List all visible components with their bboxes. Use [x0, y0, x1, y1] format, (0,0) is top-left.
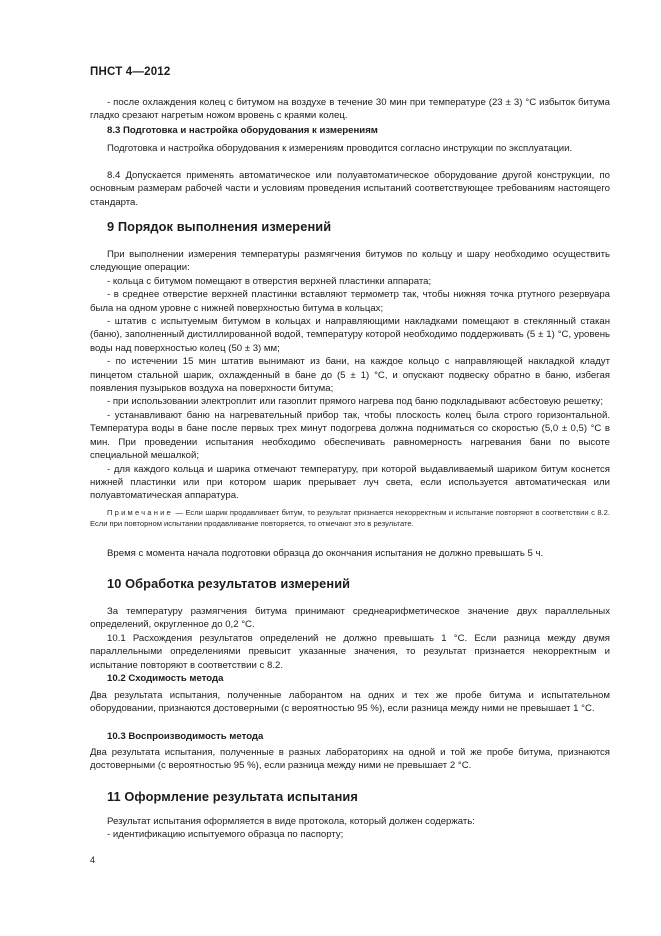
section-9-note — [90, 507, 610, 530]
cooling-step-text: - после охлаждения колец с битумом на воздухе в течение 30 мин при температуре (23 ± 3) °C избыток битума гладко срезают нагретым ножом вровень с краями колец. — [90, 97, 610, 122]
list-item: - по истечении 15 мин штатив вынимают из бани, на каждое кольцо с направляющей накладкой кладут пинцетом стальной шарик, охлажденный в бане до (5 ± 1) °C, и опускают подвеску обратно в баню, избегая появления пузырьков воздуха на поверхности битума; — [90, 356, 610, 395]
paragraph-10-3 — [90, 746, 610, 773]
paragraph-8-4-text: 8.4 Допускается применять автоматическое или полуавтоматическое оборудование другой конструкции, по основным размерам рабочей части и условиям проведения испытаний соответствующее требованиям настоящего стандарта. — [90, 170, 610, 208]
list-item: - кольца с битумом помещают в отверстия верхней пластинки аппарата; — [107, 275, 432, 287]
section-10-main-text: За температуру размягчения битума принимают среднеарифметическое значение двух параллельных определений, округленное до 0,2 °C. — [90, 606, 610, 631]
subsection-8-3-heading: 8.3 Подготовка и настройка оборудования к измерениям — [107, 125, 378, 136]
note-text: — Если шарик продавливает битум, то результат признается некорректным и испытание повторяют в соответствии с 8.2. Если при повторном испытании продавливание повторяется, то отмечают это в результате. — [90, 508, 610, 529]
page-number: 4 — [90, 855, 96, 865]
section-9-heading: 9 Порядок выполнения измерений — [107, 219, 332, 234]
section-10-heading: 10 Обработка результатов измерений — [107, 576, 351, 591]
paragraph-8-3-text: Подготовка и настройка оборудования к измерениям проводится согласно инструкции по эксплуатации. — [107, 143, 573, 154]
list-item: - штатив с испытуемым битумом в кольцах и направляющими накладками помещают в стеклянный стакан (баню), заполненный дистиллированной водой, температуру которой необходимо поддерживать (5 ± 1) °C, уровень воды над поверхностью колец (50 ± 3) мм; — [90, 316, 610, 354]
paragraph-10-3-text: Два результата испытания, полученные в разных лабораториях на одной и той же пробе битума, признаются достоверными (с вероятностью 95 %), если разница между ними не превышает 2 °C. — [90, 747, 610, 772]
list-item: - при использовании электроплит или газоплит прямого нагрева под баню подкладывают асбестовую решетку; — [107, 396, 604, 408]
list-item: - в среднее отверстие верхней пластинки вставляют термометр так, чтобы нижняя точка ртутного резервуара была на одном уровне с нижней поверхностью битума в кольцах; — [90, 289, 610, 314]
section-10-body — [90, 605, 610, 672]
paragraph-10-2-text: Два результата испытания, полученные лаборантом на одних и тех же пробе битума и испытательном оборудовании, признаются достоверными (с вероятностью 95 %), если разница между ними не превышает 1 °C. — [90, 690, 610, 715]
section-11-body — [90, 815, 610, 842]
subsection-10-2-heading: 10.2 Сходимость метода — [107, 673, 224, 684]
paragraph-8-4 — [90, 169, 610, 209]
document-header-code: ПНСТ 4—2012 — [90, 66, 171, 78]
paragraph-10-1: 10.1 Расхождения результатов определений не должно превышать 1 °C. Если разница между двумя параллельными определениями превысит указанные значения, то результат признается некорректным и испытание повторяют в соответствии с 8.2. — [90, 632, 610, 671]
section-11-heading: 11 Оформление результата испытания — [107, 789, 358, 804]
time-limit-paragraph — [90, 547, 610, 560]
subsection-10-3-heading: 10.3 Воспроизводимость метода — [107, 731, 264, 742]
section-11-intro: Результат испытания оформляется в виде протокола, который должен содержать: — [107, 816, 475, 827]
paragraph-10-2 — [90, 689, 610, 716]
list-item: - идентификацию испытуемого образца по паспорту; — [107, 829, 344, 841]
section-9-intro: При выполнении измерения температуры размягчения битумов по кольцу и шару необходимо осуществить следующие операции: — [90, 249, 610, 274]
list-item: - для каждого кольца и шарика отмечают температуру, при которой выдавливаемый шариком битум коснется нижней пластинки или при котором шарик прерывает луч света, если используется автоматическая или полуавтоматическая аппаратура. — [90, 463, 610, 502]
section-9-body — [90, 248, 610, 503]
list-item: - устанавливают баню на нагревательный прибор так, чтобы плоскость колец была строго горизонтальной. Температура воды в бане после первых трех минут подогрева должна подниматься со скоростью (5,0 ± 0,5) °C в мин. При проведении испытания необходимо обеспечивать равномерность нагревания бани по высоте специальной мешалкой; — [90, 409, 610, 462]
paragraph-8-3 — [90, 142, 610, 155]
note-label: Примечание — [107, 508, 173, 517]
time-limit-text: Время с момента начала подготовки образца до окончания испытания не должно превышать 5 ч. — [107, 548, 544, 559]
cooling-step-paragraph — [90, 96, 610, 123]
